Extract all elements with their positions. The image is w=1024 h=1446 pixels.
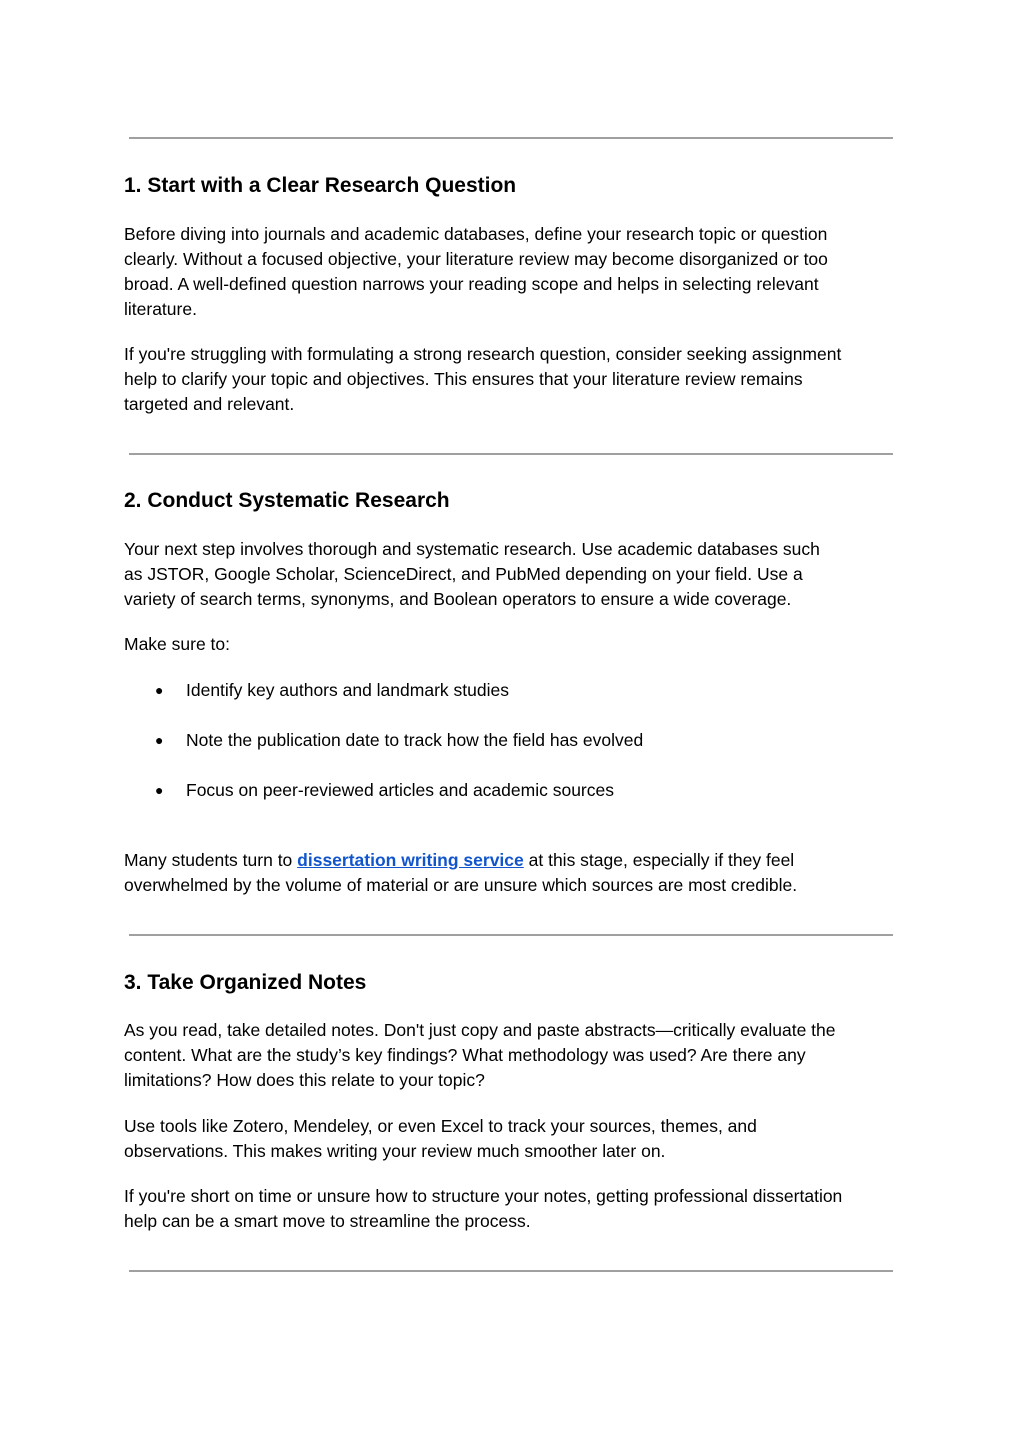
- list-item: [124, 678, 904, 728]
- text-line: Use tools like Zotero, Mendeley, or even Excel to track your sources, themes, and: [124, 1116, 757, 1136]
- text-line: help can be a smart move to streamline the process.: [124, 1211, 531, 1231]
- text-line: literature.: [124, 299, 197, 319]
- text-line: If you're short on time or unsure how to structure your notes, getting professional dissertation: [124, 1186, 843, 1206]
- text-line: clearly. Without a focused objective, your literature review may become disorganized or too: [124, 249, 828, 269]
- bullet-list: [124, 678, 904, 828]
- text-line: content. What are the study’s key findings? What methodology was used? Are there any: [124, 1045, 806, 1065]
- horizontal-rule: [129, 453, 893, 455]
- bullet-icon: ●: [155, 682, 164, 698]
- text-line: help to clarify your topic and objectives. This ensures that your literature review remains: [124, 369, 803, 389]
- text-line: as JSTOR, Google Scholar, ScienceDirect, and PubMed depending on your field. Use a: [124, 564, 803, 584]
- horizontal-rule: [129, 137, 893, 139]
- text-line: overwhelmed by the volume of material or are unsure which sources are most credible.: [124, 875, 798, 895]
- text-line: variety of search terms, synonyms, and Boolean operators to ensure a wide coverage.: [124, 589, 792, 609]
- bullet-icon: ●: [155, 732, 164, 748]
- text-line: broad. A well-defined question narrows your reading scope and helps in selecting relevant: [124, 274, 819, 294]
- make-sure-text: [124, 632, 904, 657]
- section-2-heading: 2. Conduct Systematic Research: [124, 489, 450, 512]
- list-item-text: Focus on peer-reviewed articles and academic sources: [186, 780, 614, 800]
- section-1-paragraph-2: [124, 342, 904, 417]
- text-line: If you're struggling with formulating a strong research question, consider seeking assignment: [124, 344, 842, 364]
- text-line: observations. This makes writing your review much smoother later on.: [124, 1141, 666, 1161]
- text-line: targeted and relevant.: [124, 394, 295, 414]
- dissertation-writing-service-link[interactable]: dissertation writing service: [297, 850, 524, 870]
- text-line: Your next step involves thorough and systematic research. Use academic databases such: [124, 539, 820, 559]
- section-1-heading: 1. Start with a Clear Research Question: [124, 174, 517, 197]
- section-3-paragraph-3: [124, 1184, 904, 1234]
- list-item: [124, 778, 904, 828]
- text-span: at this stage, especially if they feel: [523, 850, 795, 870]
- section-3-paragraph-2: [124, 1114, 904, 1164]
- list-item: [124, 728, 904, 778]
- list-item-text: Note the publication date to track how the field has evolved: [186, 730, 644, 750]
- text-line: As you read, take detailed notes. Don't just copy and paste abstracts—critically evaluate the: [124, 1020, 836, 1040]
- horizontal-rule: [129, 934, 893, 936]
- bullet-icon: ●: [155, 782, 164, 798]
- horizontal-rule: [129, 1270, 893, 1272]
- section-2-paragraph-1: [124, 537, 904, 612]
- section-2-paragraph-2: [124, 848, 904, 898]
- section-1-paragraph-1: [124, 222, 904, 322]
- section-3-paragraph-1: [124, 1018, 904, 1093]
- text-span: Many students turn to: [124, 850, 298, 870]
- text-line: limitations? How does this relate to your topic?: [124, 1070, 485, 1090]
- section-3-heading: 3. Take Organized Notes: [124, 971, 367, 994]
- text-line: [124, 848, 904, 873]
- text-line: Make sure to:: [124, 634, 231, 654]
- text-line: Before diving into journals and academic databases, define your research topic or question: [124, 224, 828, 244]
- list-item-text: Identify key authors and landmark studies: [186, 680, 509, 700]
